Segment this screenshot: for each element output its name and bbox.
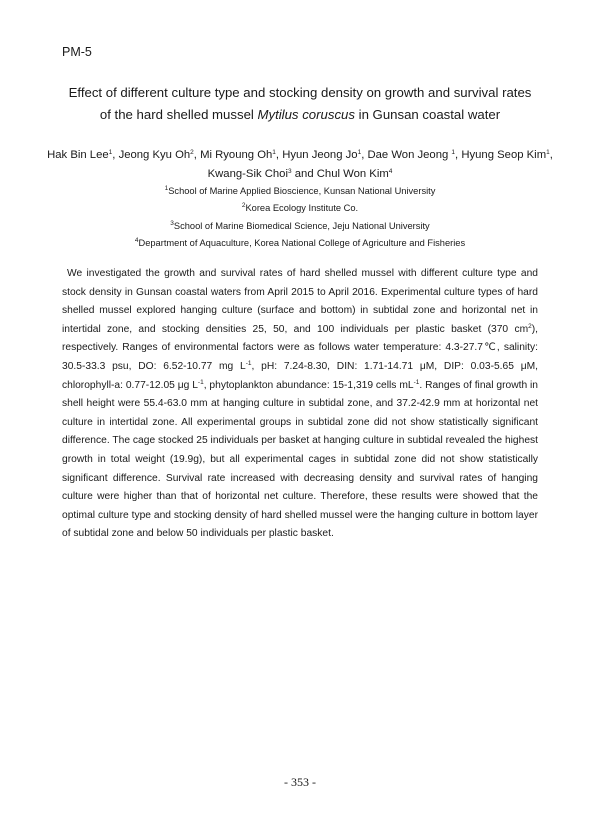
affiliation-marker: 4 [388,168,393,175]
author-name: Hyung Seop Kim [461,149,547,161]
affiliation-marker: 1 [546,149,550,156]
affiliation-item [40,235,560,252]
author-name: Chul Won Kim [316,168,389,180]
author-separator: and [291,168,317,180]
affiliation-text: School of Marine Applied Bioscience, Kunsan National University [168,186,436,196]
affiliation-number: 4 [134,236,139,244]
abstract-body [62,265,538,544]
author-name: Hyun Jeong Jo [282,149,358,161]
affiliation-item [40,218,560,235]
affiliation-marker: 2 [190,149,194,156]
affiliation-item [40,183,560,200]
affiliation-marker: 1 [272,149,276,156]
paper-title [40,82,560,126]
unit-exponent: -1 [245,359,252,367]
author-name: Dae Won Jeong [367,149,452,161]
affiliation-text: Department of Aquaculture, Korea National College of Agriculture and Fisheries [138,237,466,248]
affiliation-number: 2 [241,202,246,210]
author-separator: , [455,149,462,161]
affiliation-marker: 3 [287,168,292,175]
abstract-text: . Ranges of final growth in shell height were 55.4-63.0 mm at hanging culture in subtidal zone, and 37.2-42.9 mm at horizontal net culture in intertidal zone. All experimental groups in subtidal zone did not show statistically significant difference. The cage stocked 25 individuals per basket at hanging culture in subtidal revealed the highest growth in total weight (19.9g), but all experimental cages in subtidal zone did not show statistically significant difference. Survival rate increased with decreasing density and survival rates of hanging culture were higher than that of horizontal net culture. Therefore, these results were showed that the optimal culture type and stocking density of hard shelled mussel were the hanging culture in bottom layer of subtidal zone and below 50 individuals per plastic basket. [62,379,539,540]
author-separator: , [112,149,119,161]
page-number: - 353 - [284,775,316,789]
unit-exponent: 2 [528,322,532,330]
affiliation-number: 1 [164,185,169,192]
affiliation-text: Korea Ecology Institute Co. [245,203,359,214]
abstract-text: We investigated the growth and survival rates of hard shelled mussel with different culture type and stock density in Gunsan coastal waters from April 2015 to April 2016. Experimental culture types of hard shelled mussel explored hanging culture (surface and bottom) in subtidal zone and horizontal net in intertidal zone, and stocking densities 25, 50, and 100 individuals per plastic basket (370 cm [62,268,538,335]
abstract-text: ), respectively. Ranges of environmental factors were as follows water temperature: 4.3-27.7℃, salinity: 30.5-33.3 psu, DO: 6.52-10.77 mg L [62,323,538,372]
abstract-text: , pH: 7.24-8.30, DIN: 1.71-14.71 μM, DIP: 0.03-5.65 μM, chlorophyll-a: 0.77-12.05 μg L [62,360,538,391]
affiliation-list [40,183,560,252]
author-separator: , [275,149,283,161]
author-name: Kwang-Sik Choi [207,168,288,180]
affiliation-number: 3 [170,219,174,227]
affiliation-marker: 1 [451,149,456,156]
author-list [40,146,560,184]
author-name: Mi Ryoung Oh [200,149,273,161]
affiliation-item [40,200,560,217]
unit-exponent: -1 [197,378,204,386]
author-separator: , [193,149,201,161]
author-name: Hak Bin Lee [47,149,109,161]
author-separator: , [361,149,368,161]
unit-exponent: -1 [413,378,420,386]
title-line-1: Effect of different culture type and stocking density on growth and survival rates [68,85,532,100]
abstract-text: , phytoplankton abundance: 15-1,319 cells mL [203,379,414,391]
title-line-2-start: of the hard shelled mussel [99,107,258,122]
author-name: Jeong Kyu Oh [118,149,191,161]
affiliation-marker: 1 [357,149,362,156]
affiliation-text: School of Marine Biomedical Science, Jeju National University [173,220,430,231]
author-separator: , [549,149,553,161]
session-code: PM-5 [62,45,92,59]
title-line-2-end: in Gunsan coastal water [354,107,501,122]
species-name: Mytilus coruscus [257,107,355,122]
affiliation-marker: 1 [108,149,113,156]
